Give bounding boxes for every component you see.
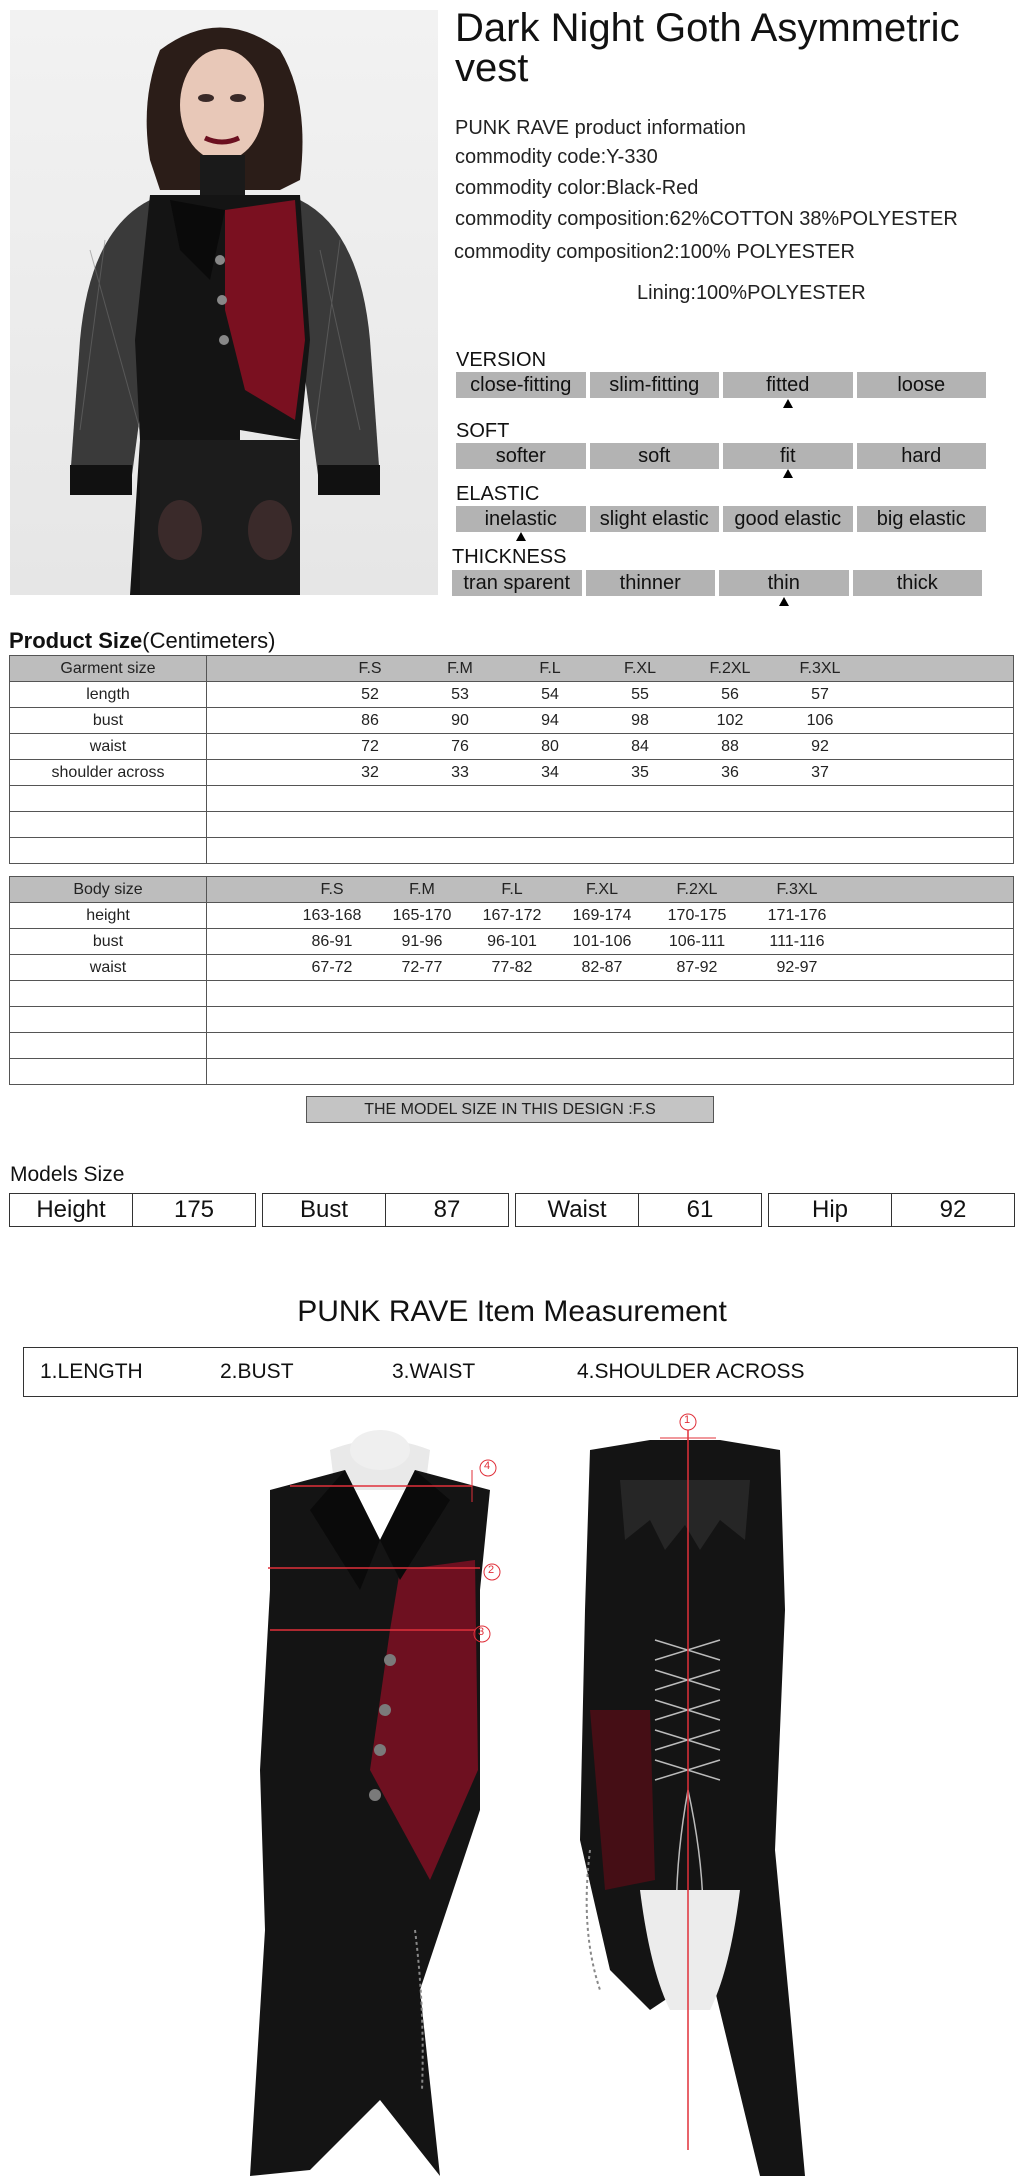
cell-value: 34 [541, 763, 559, 781]
cell-value: 33 [451, 763, 469, 781]
model-waist [515, 1193, 762, 1227]
table-row [10, 955, 1014, 981]
cell-value: 72 [361, 737, 379, 755]
scale-version-marker [783, 399, 793, 408]
commodity-composition2-line [454, 241, 855, 264]
model-stat-value: 87 [385, 1194, 508, 1226]
table-row [10, 760, 1014, 786]
cell-value: 102 [716, 711, 744, 729]
cell-value: 86-91 [311, 932, 353, 950]
measurement-item: 4.SHOULDER ACROSS [577, 1360, 805, 1383]
vest-back-view [560, 1410, 810, 2176]
measurement-item: 1.LENGTH [40, 1360, 143, 1383]
cell-value: 55 [631, 685, 649, 703]
commodity-code-line [455, 146, 658, 169]
size-col-header: F.L [539, 659, 561, 677]
cell-value: 57 [811, 685, 829, 703]
product-size-unit: (Centimeters) [142, 628, 276, 653]
scale-title-thickness: THICKNESS [452, 546, 567, 568]
models-size-row [9, 1193, 1015, 1227]
commodity-composition-line [455, 208, 958, 231]
cell-value: 77-82 [491, 958, 533, 976]
cell-value: 163-168 [302, 906, 362, 924]
lining-value: 100%POLYESTER [695, 282, 866, 304]
vest-back-illustration [560, 1410, 810, 2176]
model-stat-value: 175 [132, 1194, 255, 1226]
cell-value: 88 [721, 737, 739, 755]
size-col-header: F.2XL [676, 880, 718, 898]
cell-value: 170-175 [667, 906, 727, 924]
scale-thickness-marker [779, 597, 789, 606]
scale-soft-option: fit [723, 443, 853, 469]
code-value: Y-330 [606, 146, 658, 168]
empty-row [10, 838, 1014, 864]
scale-elastic-option: slight elastic [590, 506, 720, 532]
scale-elastic-option: good elastic [723, 506, 853, 532]
row-values [207, 955, 1014, 981]
measurement-title: PUNK RAVE Item Measurement [297, 1295, 727, 1328]
size-col-header: F.2XL [709, 659, 751, 677]
product-size-title-bold: Product Size [9, 628, 143, 653]
cell-value: 32 [361, 763, 379, 781]
cell-value: 76 [451, 737, 469, 755]
model-height [9, 1193, 256, 1227]
row-label: waist [10, 734, 207, 760]
cell-value: 167-172 [482, 906, 542, 924]
row-values [207, 903, 1014, 929]
measurement-item: 3.WAIST [392, 1360, 476, 1383]
scale-title-elastic: ELASTIC [456, 483, 540, 505]
row-label: length [10, 682, 207, 708]
body-size-table [9, 876, 1014, 1085]
marker-waist-label: 3 [478, 1626, 485, 1638]
commodity-color-line [455, 177, 698, 200]
scale-thickness-option: thin [719, 570, 849, 596]
size-col-header: F.M [409, 880, 435, 898]
cell-value: 91-96 [401, 932, 443, 950]
row-values [207, 708, 1014, 734]
code-label: commodity code: [455, 146, 607, 168]
table-row [10, 708, 1014, 734]
model-stat-label: Height [36, 1196, 106, 1223]
scale-thickness-option: thinner [586, 570, 716, 596]
lining-label: Lining: [637, 282, 696, 304]
info-header: PUNK RAVE product information [455, 117, 746, 139]
model-stat-label: Waist [547, 1196, 607, 1223]
scale-elastic-marker [516, 532, 526, 541]
model-bust [262, 1193, 509, 1227]
row-label: bust [10, 708, 207, 734]
cell-value: 111-116 [769, 932, 825, 950]
cell-value: 67-72 [311, 958, 353, 976]
size-col-header: F.L [501, 880, 523, 898]
body-size-header: Body size [10, 877, 207, 903]
model-hip [768, 1193, 1015, 1227]
size-col-header: F.M [447, 659, 473, 677]
scale-elastic-option: inelastic [456, 506, 586, 532]
cell-value: 92 [811, 737, 829, 755]
size-col-header: F.XL [585, 880, 618, 898]
cell-value: 84 [631, 737, 649, 755]
product-title: Dark Night Goth Asymmetric vest [455, 6, 960, 90]
composition2-value: 100% POLYESTER [679, 241, 855, 263]
cell-value: 98 [631, 711, 649, 729]
color-value: Black-Red [606, 177, 699, 199]
product-photo [10, 10, 438, 595]
row-values [207, 734, 1014, 760]
cell-value: 106-111 [668, 932, 726, 950]
vest-front-illustration [250, 1410, 510, 2176]
product-size-title [9, 628, 276, 654]
cell-value: 169-174 [572, 906, 632, 924]
lining-line [637, 282, 866, 305]
measurement-item: 2.BUST [220, 1360, 294, 1383]
scale-soft-marker [783, 469, 793, 478]
marker-bust-label: 2 [488, 1564, 495, 1576]
cell-value: 90 [451, 711, 469, 729]
row-label: waist [10, 955, 207, 981]
scale-soft-option: softer [456, 443, 586, 469]
cell-value: 56 [721, 685, 739, 703]
cell-value: 94 [541, 711, 559, 729]
garment-size-table [9, 655, 1014, 864]
cell-value: 37 [811, 763, 829, 781]
scale-title-soft: SOFT [456, 420, 510, 442]
model-stat-value: 61 [638, 1194, 761, 1226]
empty-row [10, 786, 1014, 812]
row-label: height [10, 903, 207, 929]
empty-row [10, 1059, 1014, 1085]
cell-value: 86 [361, 711, 379, 729]
size-header-cell [207, 656, 1014, 682]
cell-value: 80 [541, 737, 559, 755]
composition2-label: commodity composition2: [454, 241, 680, 263]
row-values [207, 682, 1014, 708]
table-header-row [10, 877, 1014, 903]
table-header-row [10, 656, 1014, 682]
composition-label: commodity composition: [455, 208, 670, 230]
scale-thickness-option: tran sparent [452, 570, 582, 596]
model-stat-label: Bust [299, 1196, 349, 1223]
cell-value: 35 [631, 763, 649, 781]
scale-version-option: slim-fitting [590, 372, 720, 398]
cell-value: 53 [451, 685, 469, 703]
measurement-legend [23, 1347, 1018, 1397]
scale-version-option: fitted [723, 372, 853, 398]
table-row [10, 929, 1014, 955]
vest-front-view [250, 1410, 510, 2176]
scale-version [456, 372, 986, 398]
cell-value: 92-97 [776, 958, 818, 976]
empty-row [10, 1007, 1014, 1033]
row-values [207, 760, 1014, 786]
table-row [10, 903, 1014, 929]
size-col-header: F.3XL [776, 880, 818, 898]
row-label: shoulder across [10, 760, 207, 786]
size-header-cell [207, 877, 1014, 903]
scale-version-option: close-fitting [456, 372, 586, 398]
model-stat-value: 92 [891, 1194, 1014, 1226]
color-label: commodity color: [455, 177, 607, 199]
model-stat-label: Hip [811, 1196, 848, 1223]
empty-row [10, 1033, 1014, 1059]
cell-value: 101-106 [572, 932, 632, 950]
model-size-banner: THE MODEL SIZE IN THIS DESIGN :F.S [306, 1096, 714, 1123]
cell-value: 52 [361, 685, 379, 703]
cell-value: 171-176 [767, 906, 827, 924]
cell-value: 36 [721, 763, 739, 781]
marker-shoulder-label: 4 [484, 1460, 491, 1472]
empty-row [10, 812, 1014, 838]
table-row [10, 682, 1014, 708]
cell-value: 96-101 [487, 932, 537, 950]
row-label: bust [10, 929, 207, 955]
cell-value: 87-92 [676, 958, 718, 976]
size-col-header: F.S [358, 659, 382, 677]
scale-elastic-option: big elastic [857, 506, 987, 532]
cell-value: 165-170 [392, 906, 452, 924]
models-size-title: Models Size [10, 1163, 125, 1186]
scale-title-version: VERSION [456, 349, 547, 371]
scale-soft-option: soft [590, 443, 720, 469]
cell-value: 72-77 [401, 958, 443, 976]
model-in-vest-illustration [10, 10, 438, 595]
table-row [10, 734, 1014, 760]
garment-size-header: Garment size [10, 656, 207, 682]
cell-value: 82-87 [581, 958, 623, 976]
size-col-header: F.XL [623, 659, 656, 677]
scale-elastic [456, 506, 986, 532]
cell-value: 106 [806, 711, 834, 729]
empty-row [10, 981, 1014, 1007]
scale-thickness [452, 570, 982, 596]
size-col-header: F.S [320, 880, 344, 898]
cell-value: 54 [541, 685, 559, 703]
scale-soft-option: hard [857, 443, 987, 469]
size-col-header: F.3XL [799, 659, 841, 677]
scale-thickness-option: thick [853, 570, 983, 596]
scale-version-option: loose [857, 372, 987, 398]
marker-length-label: 1 [684, 1414, 691, 1426]
scale-soft [456, 443, 986, 469]
row-values [207, 929, 1014, 955]
composition-value: 62%COTTON 38%POLYESTER [669, 208, 958, 230]
